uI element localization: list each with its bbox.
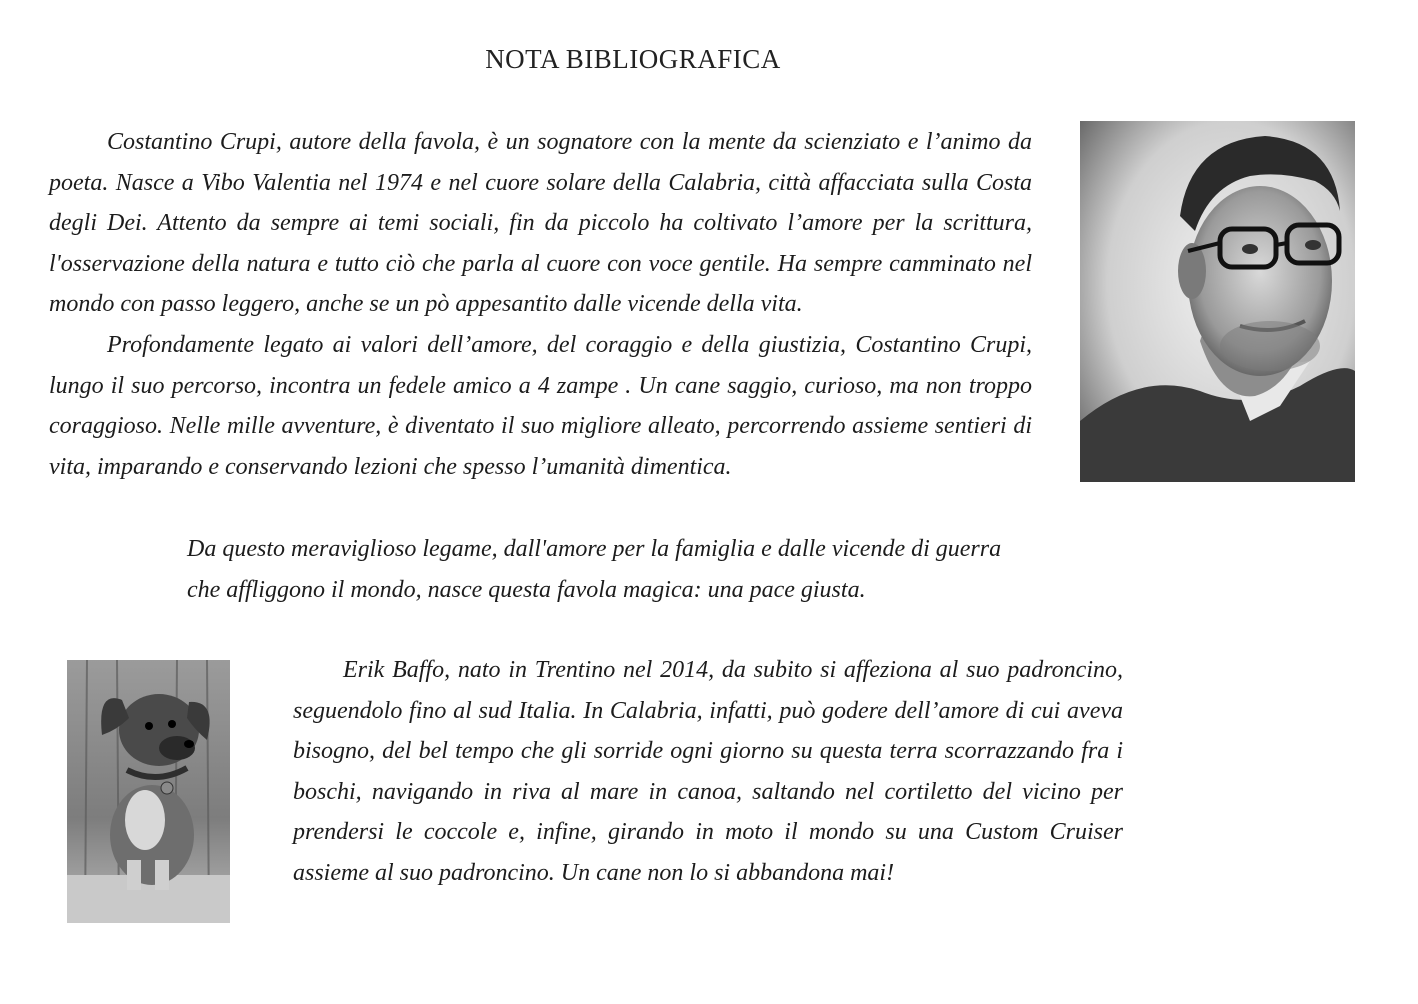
author-portrait-photo bbox=[1080, 121, 1355, 482]
author-portrait-image bbox=[1080, 121, 1355, 482]
page-title: NOTA BIBLIOGRAFICA bbox=[485, 44, 781, 74]
closing-note: Da questo meraviglioso legame, dall'amore per la famiglia e dalle vicende di guerra che affliggono il mondo, nasce questa favola magica: una pace giusta. bbox=[187, 536, 1002, 603]
dog-portrait-image bbox=[67, 660, 230, 923]
dog-portrait-photo bbox=[67, 660, 230, 923]
author-bio-paragraph-1: Costantino Crupi, autore della favola, è un sognatore con la mente da scienziato e l’animo da poeta. Nasce a Vibo Valentia nel 1974 e nel cuore solare della Calabria, città affacciata sulla Costa degli Dei. Attento da sempre ai temi sociali, fin da piccolo ha coltivato l’amore per la scrittura, l'osservazione della natura e tutto ciò che parla al cuore con voce gentile. Ha sempre camminato nel mondo con passo leggero, anche se un pò appesantito dalle vicende della vita. bbox=[49, 129, 1032, 318]
dog-bio-paragraph: Erik Baffo, nato in Trentino nel 2014, da subito si affeziona al suo padroncino, seguendolo fino al sud Italia. In Calabria, infatti, può godere dell’amore di cui aveva bisogno, del bel tempo che gli sorride ogni giorno su questa terra scorrazzando fra i boschi, navigando in riva al mare in canoa, saltando nel cortiletto del vicino per prendersi le coccole e, infine, girando in moto il mondo su una Custom Cruiser assieme al suo padroncino. Un cane non lo si abbandona mai! bbox=[293, 657, 1123, 886]
author-bio-paragraph-2: Profondamente legato ai valori dell’amore, del coraggio e della giustizia, Costantino Crupi, lungo il suo percorso, incontra un fedele amico a 4 zampe . Un cane saggio, curioso, ma non troppo coraggioso. Nelle mille avventure, è diventato il suo migliore alleato, percorrendo assieme sentieri di vita, imparando e conservando lezioni che spesso l’umanità dimentica. bbox=[49, 332, 1032, 480]
